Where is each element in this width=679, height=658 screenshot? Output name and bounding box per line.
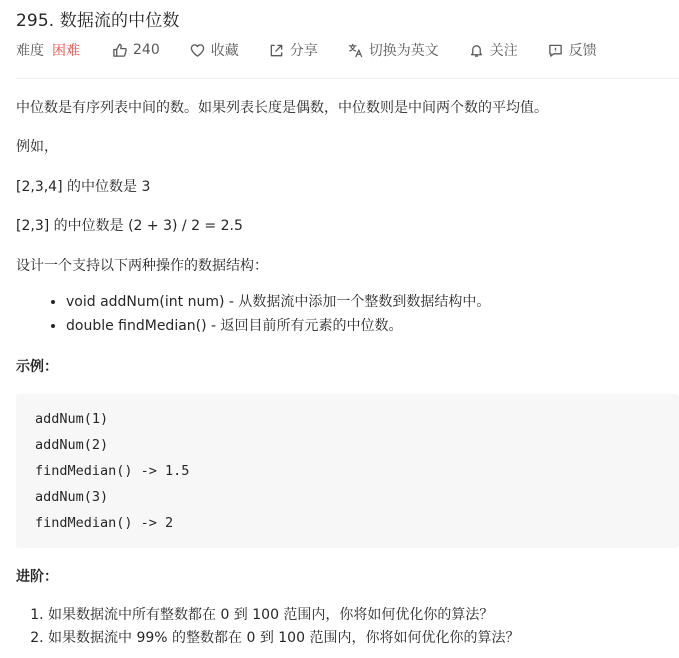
- advanced-list: [16, 604, 519, 650]
- header-divider: [16, 78, 679, 79]
- problem-toolbar: [16, 38, 627, 62]
- code-line: addNum(2): [35, 437, 109, 453]
- advanced-heading: 进阶：: [16, 569, 58, 585]
- difficulty-badge: 困难: [52, 43, 80, 59]
- example-intro: 例如，: [16, 139, 58, 155]
- switch-language-button[interactable]: [348, 40, 439, 60]
- code-line: addNum(3): [35, 489, 109, 505]
- follow-label: 关注: [489, 43, 518, 59]
- bell-icon: [469, 43, 484, 58]
- share-button[interactable]: [269, 40, 318, 60]
- translate-icon: [348, 43, 363, 58]
- feedback-button[interactable]: [548, 40, 597, 60]
- feedback-label: 反馈: [568, 43, 597, 59]
- code-line: findMedian() -> 2: [35, 515, 174, 531]
- example-text-2: [2,3] 的中位数是 (2 + 3) / 2 = 2.5: [16, 218, 243, 234]
- list-item: • double findMedian() - 返回目前所有元素的中位数。: [66, 314, 490, 338]
- list-item: 1. 如果数据流中所有整数都在 0 到 100 范围内，你将如何优化你的算法？: [48, 604, 519, 627]
- operations-list: [16, 290, 490, 338]
- code-line: findMedian() -> 1.5: [35, 463, 190, 479]
- feedback-icon: [548, 43, 563, 58]
- share-icon: [269, 43, 284, 58]
- thumbs-up-icon: [112, 43, 127, 58]
- difficulty-label: 难度: [16, 43, 44, 59]
- favorite-button[interactable]: [190, 40, 239, 60]
- favorite-label: 收藏: [210, 43, 239, 59]
- follow-button[interactable]: [469, 40, 518, 60]
- design-prompt: 设计一个支持以下两种操作的数据结构：: [16, 258, 268, 274]
- intro-paragraph: 中位数是有序列表中间的数。如果列表长度是偶数，中位数则是中间两个数的平均值。: [16, 100, 548, 116]
- share-label: 分享: [289, 43, 318, 59]
- switch-language-label: 切换为英文: [368, 43, 439, 59]
- code-line: addNum(1): [35, 411, 109, 427]
- likes-count: 240: [133, 42, 160, 58]
- like-button[interactable]: [112, 42, 160, 58]
- problem-title: 295. 数据流的中位数: [16, 11, 180, 31]
- list-item: • void addNum(int num) - 从数据流中添加一个整数到数据结构中。: [66, 290, 490, 314]
- example-text-1: [2,3,4] 的中位数是 3: [16, 179, 151, 195]
- sample-heading: 示例：: [16, 359, 58, 375]
- heart-icon: [190, 43, 205, 58]
- code-block: [16, 394, 679, 548]
- list-item: 2. 如果数据流中 99% 的整数都在 0 到 100 范围内，你将如何优化你的算法？: [48, 627, 519, 650]
